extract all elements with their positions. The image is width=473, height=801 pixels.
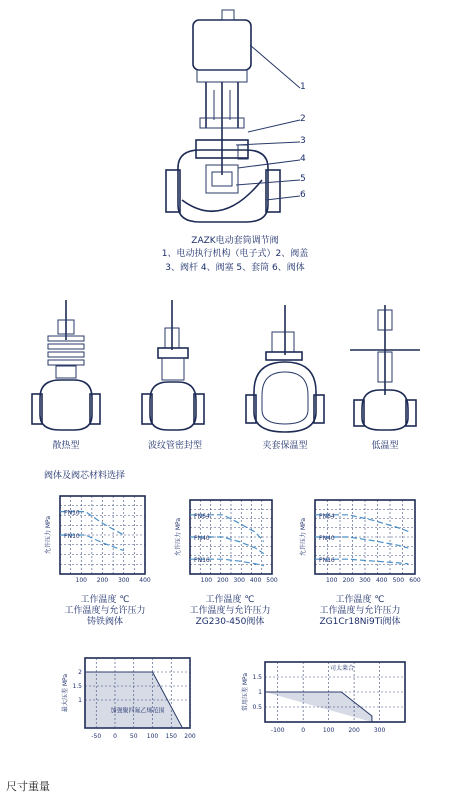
chart1-xlabel: 工作温度 ℃ (80, 595, 130, 605)
pt-chart-2 (174, 500, 278, 584)
x-tick-label: 0 (301, 727, 306, 734)
callout-5: 5 (300, 174, 306, 184)
x-tick-label: 500 (266, 577, 278, 584)
variant-bellows-drawing (142, 300, 204, 430)
x-tick-label: 0 (113, 733, 117, 740)
variant-label-jacket: 夹套保温型 (262, 441, 308, 451)
chart3-caption2: ZG1Cr18Ni9Ti阀体 (319, 617, 401, 627)
x-tick-label: 600 (409, 577, 421, 584)
variant-label-cryogenic: 低温型 (371, 441, 399, 451)
x-tick-label: 100 (200, 577, 213, 584)
x-tick-label: 100 (75, 577, 87, 584)
x-tick-label: -50 (91, 733, 102, 740)
main-figure-title: ZAZK电动套筒调节阀 (191, 236, 279, 246)
footer-title: 尺寸重量 (6, 780, 50, 793)
chart2-caption1: 工作温度与允许压力 (189, 606, 271, 616)
y-axis-label: 常用压差 MPa (242, 672, 249, 712)
materials-section-title: 阀体及阀芯材料选择 (44, 471, 126, 481)
y-tick-label: 1.5 (72, 683, 82, 690)
y-tick-label: 1 (258, 689, 262, 696)
series-label-pn64: PN64 (319, 512, 335, 520)
y-axis-label: 最大压差 MPa (62, 673, 69, 713)
y-tick-label: 1.5 (252, 674, 262, 681)
x-tick-label: 100 (322, 727, 335, 734)
x-tick-label: 200 (342, 577, 355, 584)
chart1-caption1: 工作温度与允许压力 (64, 606, 146, 616)
x-tick-label: 300 (233, 577, 245, 584)
series-label-pn64: PN64 (194, 512, 210, 520)
main-figure-legend-1: 1、电动执行机构（电子式）2、阀盖 (161, 249, 309, 259)
series-label-pn16: PN16 (194, 557, 210, 565)
chart1-caption2: 铸铁阀体 (86, 617, 123, 627)
callout-3: 3 (300, 136, 306, 146)
variant-cryogenic-drawing (350, 305, 420, 430)
y-axis-label: 允许压力 MPa (175, 517, 182, 557)
pt-chart-3 (299, 500, 421, 584)
dp-chart-1 (61, 658, 196, 740)
callout-1: 1 (300, 82, 306, 92)
variant-jacket-drawing (246, 305, 324, 432)
x-tick-label: 200 (184, 733, 196, 740)
y-axis-label: 允许压力 MPa (300, 517, 307, 557)
variant-drawings (0, 300, 473, 450)
x-tick-label: 400 (139, 577, 151, 584)
chart3-xlabel: 工作温度 ℃ (335, 595, 385, 605)
series-label-pn40: PN40 (319, 535, 335, 542)
x-tick-label: 400 (375, 577, 388, 584)
pressure-difference-charts (0, 650, 473, 760)
series-label-pn16: PN16 (64, 509, 80, 517)
x-tick-label: 200 (96, 577, 109, 584)
y-tick-label: 2 (78, 669, 82, 676)
region-label: 司太莱合 (329, 665, 355, 672)
x-tick-label: 150 (165, 733, 177, 740)
chart3-caption1: 工作温度与允许压力 (319, 606, 401, 616)
x-tick-label: 300 (359, 577, 371, 584)
x-tick-label: 100 (325, 577, 338, 584)
x-tick-label: 100 (146, 733, 159, 740)
variant-label-bellows: 波纹管密封型 (147, 441, 202, 451)
y-axis-label: 允许压力 MPa (45, 515, 52, 555)
series-label-pn40: PN40 (194, 535, 210, 542)
chart2-xlabel: 工作温度 ℃ (205, 595, 255, 605)
x-tick-label: 500 (392, 577, 405, 584)
variant-label-fin: 散热型 (52, 441, 80, 451)
callout-6: 6 (300, 190, 306, 200)
pt-chart-1 (44, 496, 151, 584)
series-label-pn16: PN16 (319, 557, 335, 565)
callout-2: 2 (300, 114, 306, 124)
main-figure-legend-2: 3、阀杆 4、阀塞 5、套筒 6、阀体 (165, 263, 305, 273)
callout-4: 4 (300, 154, 306, 164)
variant-fin-drawing (32, 300, 100, 430)
dp-chart-2 (241, 662, 405, 734)
x-tick-label: 300 (373, 727, 386, 734)
y-tick-label: 0.5 (252, 704, 262, 711)
x-tick-label: 200 (217, 577, 229, 584)
x-tick-label: 300 (118, 577, 130, 584)
x-tick-label: 200 (348, 727, 360, 734)
x-tick-label: 50 (129, 733, 138, 740)
region-label: 加强聚四氟乙烯范围 (110, 707, 165, 715)
main-valve-drawing (0, 0, 473, 240)
x-tick-label: -100 (270, 727, 285, 734)
chart2-caption2: ZG230-450阀体 (195, 617, 265, 627)
series-label-pn10: PN10 (64, 533, 80, 540)
x-tick-label: 400 (249, 577, 262, 584)
y-tick-label: 1 (78, 697, 82, 704)
